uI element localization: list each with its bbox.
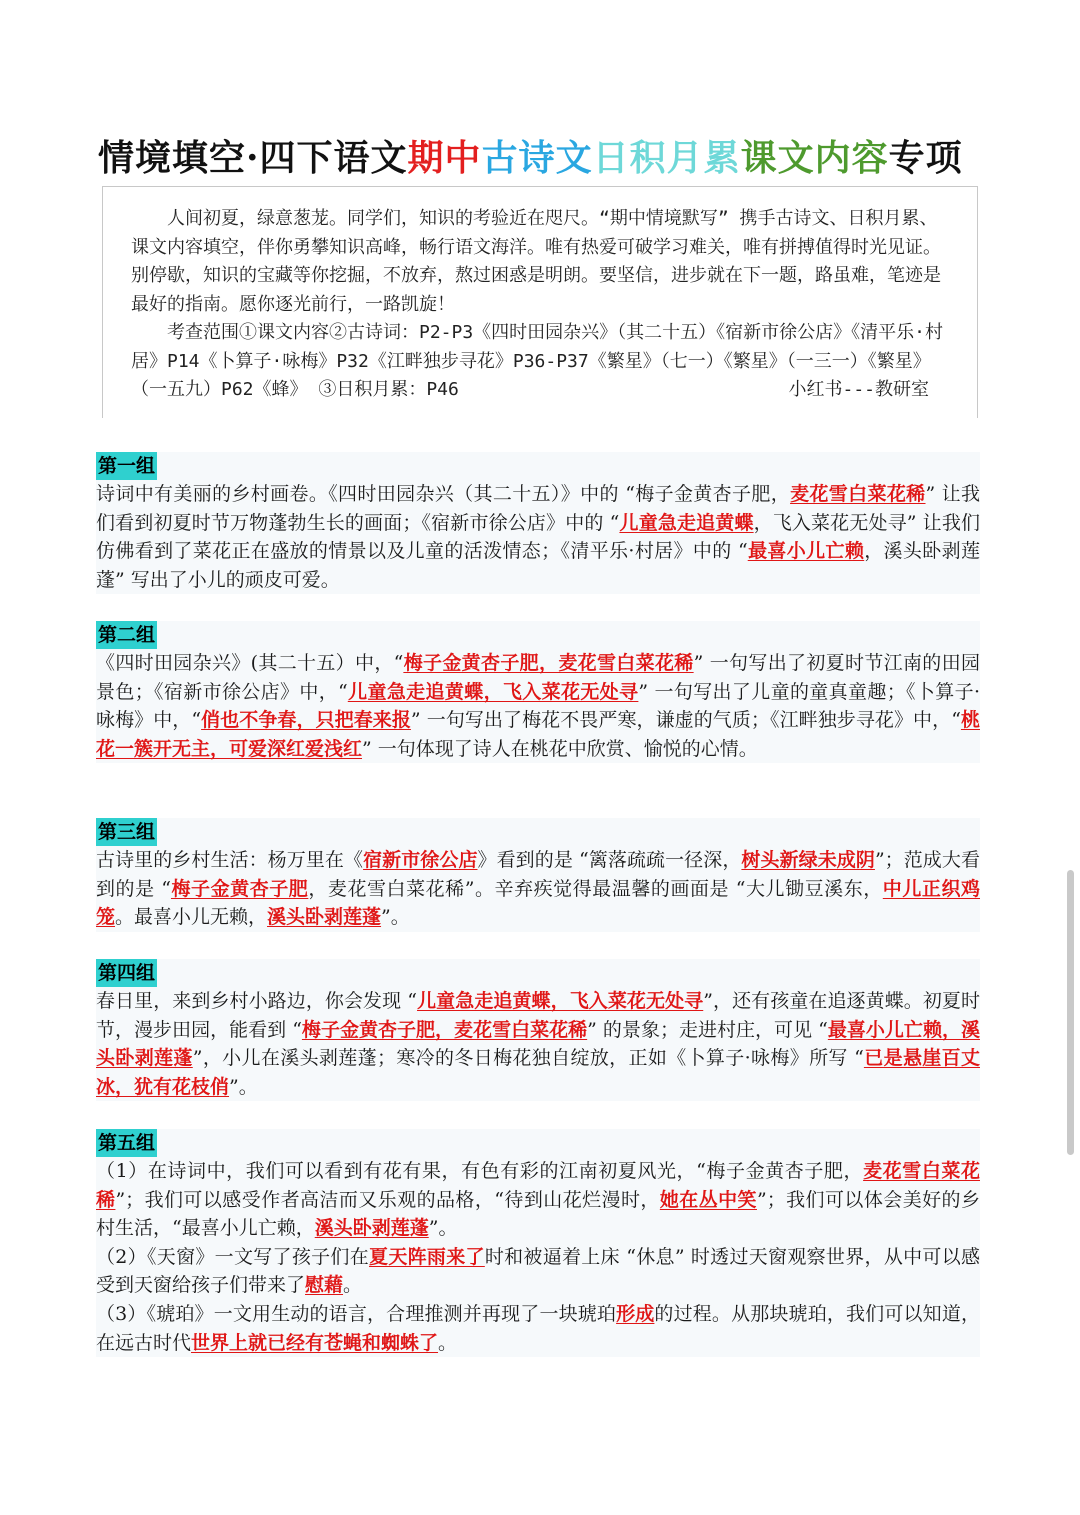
group-paragraph [96, 987, 980, 1101]
intro-paragraph: 人间初夏，绿意葱茏。同学们，知识的考验近在咫尺。“期中情境默写” 携手古诗文、日积月累、课文内容填空，伴你勇攀知识高峰，畅行语文海洋。唯有热爱可破学习难关，唯有拼搏值得时光见证。别停歇，知识的宝藏等你挖掘，不放弃，熬过困惑是明朗。要坚信，进步就在下一题，路虽难，笔迹是最好的指南。愿你逐光前行，一路凯旋！ [131, 208, 941, 315]
answer-text: 俏也不争春，只把春来报 [201, 709, 411, 732]
body-text: ，飞入菜花无处寻” 让我们仿佛看到了菜花正在盛放的情景以及儿童的活泼情态；《清平乐·村居》中的 “ [96, 511, 980, 563]
scope-text: 考查范围①课文内容②古诗词：P2-P3《四时田园杂兴》（其二十五）《宿新市徐公店》《清平乐·村居》P14《卜算子·咏梅》P32《江畔独步寻花》P36-P37《繁星》（七一）《繁星》（一三一）《繁星》 （一五九）P62《蜂》 ③日积月累：P46 [131, 322, 944, 400]
body-text: 。 [343, 1274, 363, 1297]
answer-text: 中儿正织鸡笼 [96, 877, 980, 929]
answer-text: 世界上就已经有苍蝇和蜘蛛了 [191, 1331, 439, 1354]
body-text: 的过程。从那块琥珀，我们可以知道，在远古时代 [96, 1302, 980, 1354]
title-segment: 日积月累 [592, 137, 741, 179]
body-text: ” 的景象；走进村庄，可见 “ [587, 1018, 828, 1041]
answer-text: 已是悬崖百丈冰，犹有花枝俏 [96, 1047, 980, 1098]
group-section-5 [96, 1129, 980, 1357]
answer-text: 麦花雪白菜花稀 [790, 483, 926, 505]
answer-text: 麦花雪白菜花稀 [96, 1160, 980, 1211]
title-segment: 情境填空·四下语文 [98, 137, 408, 179]
body-text: ” 一句写出了初夏时节江南的田园景色；《宿新市徐公店》中，“ [96, 652, 980, 703]
answer-text: 最喜小儿亡赖，溪头卧剥莲蓬 [96, 1018, 980, 1070]
group-paragraph [96, 846, 980, 932]
body-text: 春日里，来到乡村小路边，你会发现 “ [96, 990, 418, 1012]
body-text: ，麦花雪白菜花稀”。辛弃疾觉得最温馨的画面是 “大儿锄豆溪东， [308, 877, 883, 900]
body-text: ” 一句写出了梅花不畏严寒，谦虚的气质；《江畔独步寻花》中，“ [410, 709, 961, 732]
title-segment: 期中 [407, 137, 482, 179]
group-paragraph [96, 649, 980, 763]
body-text: （3）《琥珀》一文用生动的语言，合理推测并再现了一块琥珀 [96, 1302, 617, 1325]
body-text: ”；我们可以感受作者高洁而又乐观的品格，“待到山花烂漫时， [115, 1188, 660, 1211]
answer-text: 溪头卧剥莲蓬 [267, 906, 382, 929]
body-text: ” 让我们看到初夏时节万物蓬勃生长的画面；《宿新市徐公店》中的 “ [96, 483, 980, 534]
answer-text: 梅子金黄杏子肥 [170, 877, 309, 900]
credit-text: 小红书---教研室 [788, 379, 929, 400]
body-text: ” 一句写出了儿童的童真童趣；《卜算子·咏梅》中，“ [96, 680, 980, 732]
group-heading: 第五组 [96, 1129, 157, 1157]
body-text: ”。 [381, 906, 410, 929]
body-text: ”。 [229, 1075, 258, 1098]
body-text: ”；我们可以体会美好的乡村生活，“最喜小儿亡赖， [96, 1188, 980, 1240]
body-text: 古诗里的乡村生活：杨万里在《 [96, 849, 364, 871]
body-text: 。最喜小儿无赖， [115, 906, 268, 929]
group-heading: 第一组 [96, 452, 157, 480]
group-paragraph [96, 480, 980, 594]
group-body [96, 480, 980, 594]
answer-text: 儿童急走追黄蝶 [619, 511, 754, 534]
answer-text: 梅子金黄杏子肥，麦花雪白菜花稀 [403, 652, 694, 674]
answer-text: 梅子金黄杏子肥，麦花雪白菜花稀 [301, 1018, 588, 1041]
group-section-2 [96, 621, 980, 763]
group-section-4 [96, 959, 980, 1101]
body-text: ”。 [428, 1217, 458, 1240]
group-body [96, 987, 980, 1101]
page-title [98, 130, 998, 181]
body-text: 》看到的是 “篱落疏疏一径深， [477, 849, 742, 871]
title-segment: 专项 [888, 137, 963, 179]
group-body [96, 1157, 980, 1357]
group-paragraph [96, 1157, 980, 1243]
body-text: 。 [438, 1331, 458, 1354]
group-paragraph [96, 1243, 980, 1300]
answer-text: 夏天阵雨来了 [369, 1245, 485, 1268]
scrollbar[interactable] [1067, 870, 1074, 1155]
group-heading: 第三组 [96, 818, 157, 846]
group-paragraph [96, 1300, 980, 1357]
title-segment: 古诗文 [481, 137, 593, 179]
answer-text: 桃花一簇开无主，可爱深红爱浅红 [96, 709, 980, 760]
group-body [96, 846, 980, 932]
answer-text: 慰藉 [305, 1274, 344, 1297]
answer-text: 树头新绿未成阴 [741, 849, 875, 871]
title-segment: 课文内容 [740, 137, 889, 179]
answer-text: 最喜小儿亡赖 [747, 540, 865, 563]
body-text: 时和被逼着上床 “休息” 时透过天窗观察世界，从中可以感受到天窗给孩子们带来了 [96, 1245, 980, 1297]
body-text: ”；范成大看到的是 “ [96, 849, 980, 900]
body-text: （2）《天窗》一文写了孩子们在 [96, 1245, 370, 1268]
answer-text: 形成 [616, 1302, 655, 1325]
answer-text: 溪头卧剥莲蓬 [314, 1217, 429, 1240]
group-heading: 第四组 [96, 959, 157, 987]
group-body [96, 649, 980, 763]
body-text: ”，还有孩童在追逐黄蝶。初夏时节，漫步田园，能看到 “ [96, 990, 980, 1041]
body-text: ”，小儿在溪头剥莲蓬；寒冷的冬日梅花独自绽放，正如《卜算子·咏梅》所写 “ [192, 1047, 864, 1070]
group-section-1 [96, 452, 980, 594]
answer-text: 儿童急走追黄蝶，飞入菜花无处寻 [417, 990, 704, 1012]
body-text: ” 一句体现了诗人在桃花中欣赏、愉悦的心情。 [362, 737, 758, 760]
group-section-3 [96, 818, 980, 932]
body-text: 诗词中有美丽的乡村画卷。《四时田园杂兴（其二十五）》中的 “梅子金黄杏子肥， [96, 483, 791, 505]
scope-paragraph [131, 319, 949, 405]
answer-text: 宿新市徐公店 [363, 849, 478, 871]
answer-text: 她在丛中笑 [659, 1188, 757, 1211]
body-text: ，溪头卧剥莲蓬” 写出了小儿的顽皮可爱。 [96, 540, 980, 591]
body-text: （1）在诗词中，我们可以看到有花有果，有色有彩的江南初夏风光，“梅子金黄杏子肥， [96, 1160, 864, 1182]
answer-text: 儿童急走追黄蝶，飞入菜花无处寻 [347, 680, 639, 703]
intro-box [102, 186, 978, 418]
body-text: 《四时田园杂兴》(其二十五）中，“ [96, 652, 404, 674]
group-heading: 第二组 [96, 621, 157, 649]
